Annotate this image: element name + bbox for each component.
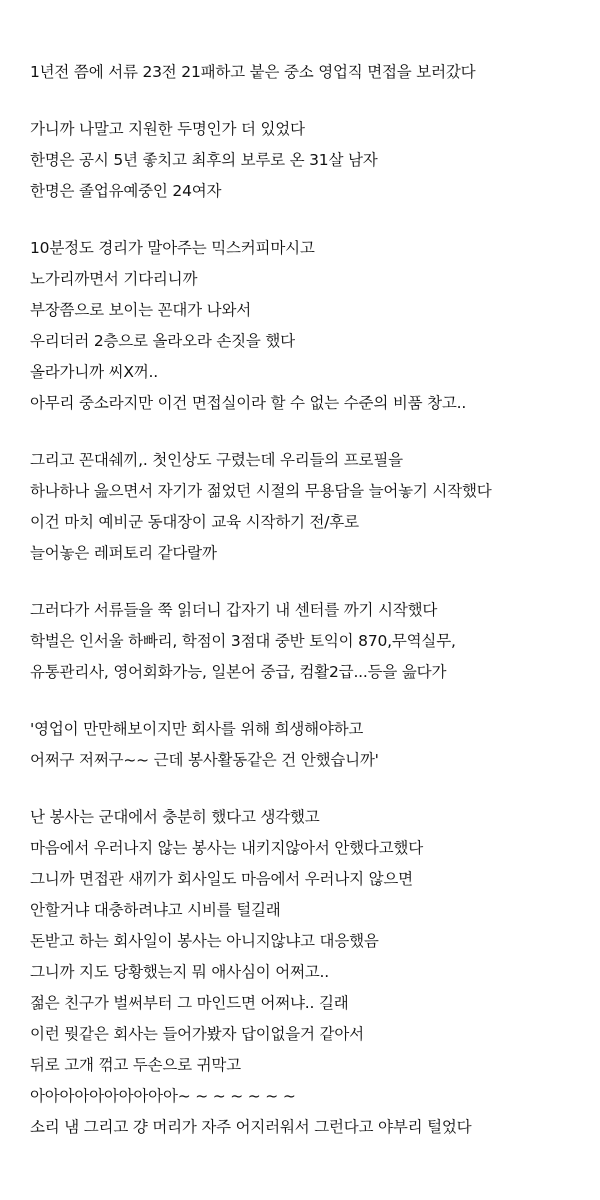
paragraph-question: [30, 714, 595, 776]
text-line: 학벌은 인서울 하빠리, 학점이 3점대 중반 토익이 870,무역실무,: [30, 632, 456, 650]
text-line: 뒤로 고개 꺾고 두손으로 귀막고: [30, 1056, 241, 1074]
paragraph-applicants: [30, 114, 595, 207]
text-line: 올라가니까 씨X꺼..: [30, 363, 159, 381]
text-line: 그리고 꼰대쉐끼,. 첫인상도 구렸는데 우리들의 프로필을: [30, 451, 403, 469]
text-line: 부장쯤으로 보이는 꼰대가 나와서: [30, 301, 252, 319]
text-line: 10분정도 경리가 말아주는 믹스커피마시고: [30, 239, 315, 257]
text-line: 그니까 면접관 새끼가 회사일도 마음에서 우러나지 않으면: [30, 870, 413, 888]
post-body: [30, 57, 595, 1169]
text-line: 1년전 쯤에 서류 23전 21패하고 붙은 중소 영업직 면접을 보러갔다: [30, 63, 476, 81]
text-line: 어쩌구 저쩌구~~ 근데 봉사활동같은 건 안했습니까': [30, 751, 379, 769]
text-line: 마음에서 우러나지 않는 봉사는 내키지않아서 안했다고했다: [30, 839, 423, 857]
text-line: 젊은 친구가 벌써부터 그 마인드면 어쩌냐.. 길래: [30, 994, 349, 1012]
text-line: 아무리 중소라지만 이건 면접실이라 할 수 없는 수준의 비품 창고..: [30, 394, 467, 412]
paragraph-intro: [30, 57, 595, 88]
text-line: 한명은 졸업유예중인 24여자: [30, 182, 222, 200]
text-line: 난 봉사는 군대에서 충분히 했다고 생각했고: [30, 808, 320, 826]
text-line: 안할거냐 대충하려냐고 시비를 털길래: [30, 901, 281, 919]
text-line: 가니까 나말고 지원한 두명인가 더 있었다: [30, 120, 305, 138]
text-line: 이건 마치 예비군 동대장이 교육 시작하기 전/후로: [30, 513, 359, 531]
text-line: 늘어놓은 레퍼토리 같다랄까: [30, 544, 217, 562]
text-line: 노가리까면서 기다리니까: [30, 270, 198, 288]
text-line: 한명은 공시 5년 좋치고 최후의 보루로 온 31살 남자: [30, 151, 378, 169]
text-line: 그러다가 서류들을 쭉 읽더니 갑자기 내 센터를 까기 시작했다: [30, 601, 438, 619]
text-line: 이런 뭣같은 회사는 들어가봤자 답이없을거 같아서: [30, 1025, 364, 1043]
paragraph-waiting: [30, 233, 595, 419]
text-line: 유통관리사, 영어회화가능, 일본어 중급, 컴활2급...등을 읊다가: [30, 663, 447, 681]
text-line: 그니까 지도 당황했는지 뭐 애사심이 어쩌고..: [30, 963, 330, 981]
text-line: 우리더러 2층으로 올라오라 손짓을 했다: [30, 332, 295, 350]
text-line: '영업이 만만해보이지만 회사를 위해 희생해야하고: [30, 720, 364, 738]
text-line: 하나하나 읊으면서 자기가 젊었던 시절의 무용담을 늘어놓기 시작했다: [30, 482, 492, 500]
paragraph-answer: [30, 802, 595, 1143]
paragraph-resume: [30, 595, 595, 688]
text-line: 소리 냄 그리고 걍 머리가 자주 어지러워서 그런다고 야부리 털었다: [30, 1118, 472, 1136]
text-line: 돈받고 하는 회사일이 봉사는 아니지않냐고 대응했음: [30, 932, 379, 950]
text-line: 아아아아아아아아아아~ ~ ~ ~ ~ ~ ~: [30, 1087, 296, 1105]
paragraph-profile: [30, 445, 595, 569]
